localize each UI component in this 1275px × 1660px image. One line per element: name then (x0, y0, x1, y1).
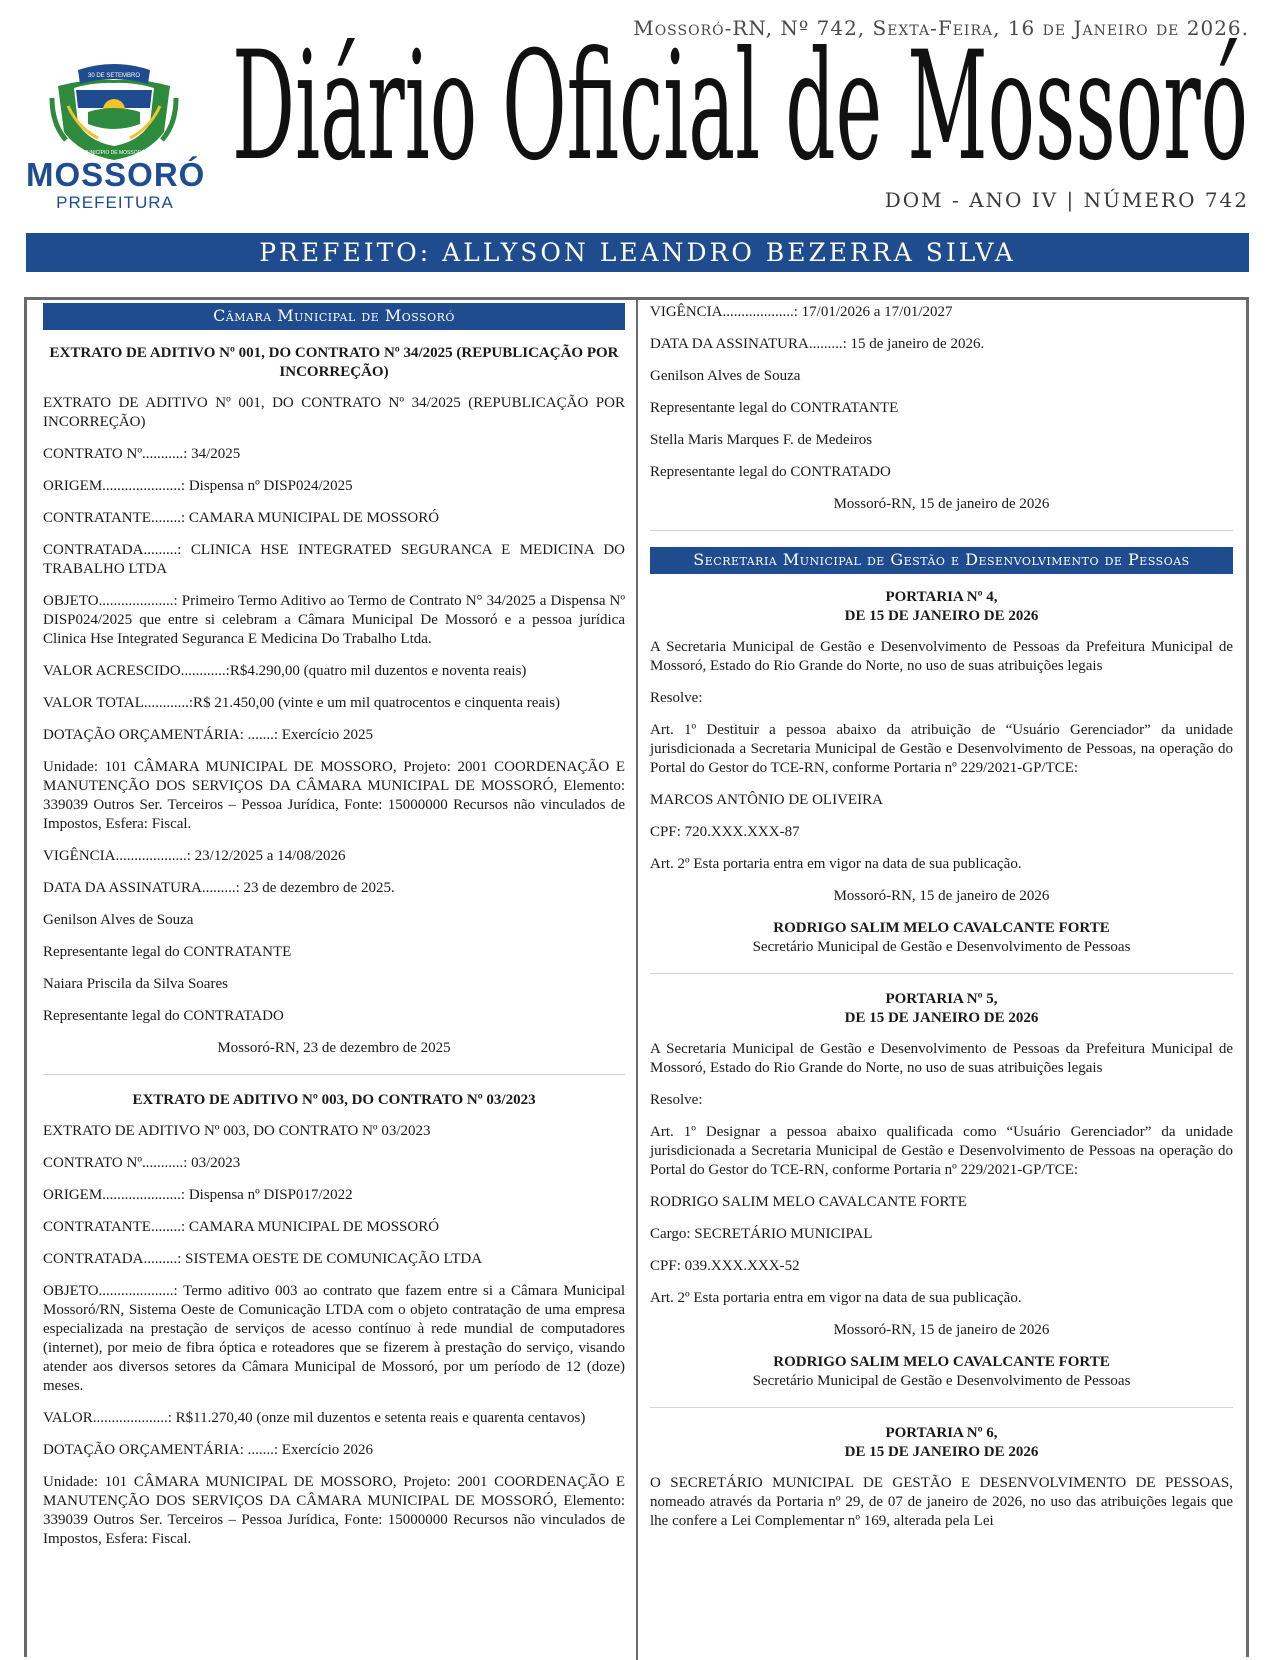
left-column (43, 303, 625, 1562)
paragraph: A Secretaria Municipal de Gestão e Desenvolvimento de Pessoas da Prefeitura Municipal de Mossoró, Estado do Rio Grande do Norte, no uso de suas atribuições legais (650, 1041, 1233, 1076)
mayor-banner: PREFEITO: ALLYSON LEANDRO BEZERRA SILVA (26, 233, 1249, 272)
paragraph: OBJETO....................: Primeiro Termo Aditivo ao Termo de Contrato N° 34/2025 a Dispensa Nº DISP024/2025 que entre si celebram a Câmara Municipal De Mossoró e a pessoa jurídica Clinica Hse Integrated Seguranca E Medicina Do Trabalho Ltda. (43, 593, 625, 647)
extrato-aditivo-001 (43, 344, 625, 1058)
section-header-camara: Câmara Municipal de Mossoró (43, 303, 625, 330)
paragraph: EXTRATO DE ADITIVO Nº 001, DO CONTRATO Nº 34/2025 (REPUBLICAÇÃO POR INCORREÇÃO) (43, 395, 625, 430)
paragraph: VIGÊNCIA...................: 17/01/2026 a 17/01/2027 (650, 304, 953, 320)
paragraph: ORIGEM.....................: Dispensa nº DISP017/2022 (43, 1187, 353, 1203)
paragraph: Unidade: 101 CÂMARA MUNICIPAL DE MOSSORO, Projeto: 2001 COORDENAÇÃO E MANUTENÇÃO DOS SERVIÇOS DA CÂMARA MUNICIPAL DE MOSSORÓ, Elemento: 339039 Outros Ser. Terceiros – Pessoa Jurídica, Fonte: 15000000 Recursos não vinculados de Impostos, Esfera: Fiscal. (43, 1474, 625, 1547)
paragraph: CONTRATANTE........: CAMARA MUNICIPAL DE MOSSORÓ (43, 510, 440, 526)
paragraph: CONTRATADA.........: SISTEMA OESTE DE COMUNICAÇÃO LTDA (43, 1251, 483, 1267)
signer-role: Secretário Municipal de Gestão e Desenvolvimento de Pessoas (752, 939, 1131, 955)
place-date: Mossoró-RN, 23 de dezembro de 2025 (217, 1040, 451, 1056)
paragraph: Art. 1º Designar a pessoa abaixo qualificada como “Usuário Gerenciador” da unidade jurisdicionada a Secretaria Municipal de Gestão e Desenvolvimento de Pessoas na operação do Portal do Gestor do TCE-RN, conforme Portaria nº 229/2021-GP/TCE: (650, 1124, 1233, 1178)
signer-name: RODRIGO SALIM MELO CAVALCANTE FORTE (773, 1354, 1110, 1370)
doc-title-line: DE 15 DE JANEIRO DE 2026 (844, 1444, 1039, 1460)
place-date: Mossoró-RN, 15 de janeiro de 2026 (833, 1322, 1050, 1338)
doc-title (650, 588, 1233, 626)
paragraph: VIGÊNCIA...................: 23/12/2025 a 14/08/2026 (43, 848, 346, 864)
paragraph: CPF: 720.XXX.XXX-87 (650, 824, 800, 840)
svg-text:30 DE SETEMBRO: 30 DE SETEMBRO (87, 73, 141, 79)
divider (650, 530, 1233, 531)
place-date: Mossoró-RN, 15 de janeiro de 2026 (833, 888, 1050, 904)
paragraph: Representante legal do CONTRATADO (650, 464, 891, 480)
paragraph: VALOR....................: R$11.270,40 (onze mil duzentos e setenta reais e quarenta centavos) (43, 1410, 586, 1426)
paragraph: Cargo: SECRETÁRIO MUNICIPAL (650, 1226, 873, 1242)
paragraph: CPF: 039.XXX.XXX-52 (650, 1258, 800, 1274)
paragraph: RODRIGO SALIM MELO CAVALCANTE FORTE (650, 1194, 967, 1210)
paragraph: CONTRATANTE........: CAMARA MUNICIPAL DE MOSSORÓ (43, 1219, 440, 1235)
portaria-4 (650, 588, 1233, 957)
place-date: Mossoró-RN, 15 de janeiro de 2026 (833, 496, 1050, 512)
paragraph: Representante legal do CONTRATANTE (43, 944, 292, 960)
paragraph: CONTRATADA.........: CLINICA HSE INTEGRATED SEGURANCA E MEDICINA DO TRABALHO LTDA (43, 542, 625, 577)
paragraph: Art. 2º Esta portaria entra em vigor na data de sua publicação. (650, 1290, 1022, 1306)
paper-title (232, 30, 1252, 180)
paragraph: Art. 2º Esta portaria entra em vigor na data de sua publicação. (650, 856, 1022, 872)
paragraph: EXTRATO DE ADITIVO Nº 003, DO CONTRATO Nº 03/2023 (43, 1123, 431, 1139)
divider (43, 1074, 625, 1075)
paragraph: ORIGEM.....................: Dispensa nº DISP024/2025 (43, 478, 353, 494)
portaria-5 (650, 990, 1233, 1391)
paragraph: Representante legal do CONTRATANTE (650, 400, 899, 416)
paragraph: Art. 1º Destituir a pessoa abaixo da atribuição de “Usuário Gerenciador” da unidade jurisdicionada a Secretaria Municipal de Gestão e Desenvolvimento de Pessoas, na operação do Portal do Gestor do TCE-RN, conforme Portaria nº 229/2021-GP/TCE: (650, 722, 1233, 776)
signer-name: RODRIGO SALIM MELO CAVALCANTE FORTE (773, 920, 1110, 936)
paragraph: VALOR TOTAL............:R$ 21.450,00 (vinte e um mil quatrocentos e cinquenta reais) (43, 695, 561, 711)
paragraph: Unidade: 101 CÂMARA MUNICIPAL DE MOSSORO, Projeto: 2001 COORDENAÇÃO E MANUTENÇÃO DOS SERVIÇOS DA CÂMARA MUNICIPAL DE MOSSORÓ, Elemento: 339039 Outros Ser. Terceiros – Pessoa Jurídica, Fonte: 15000000 Recursos não vinculados de Impostos, Esfera: Fiscal. (43, 759, 625, 832)
paragraph: Resolve: (650, 1092, 703, 1108)
logo-subtitle: PREFEITURA (56, 193, 174, 212)
svg-text:Diário Oficial de Mossoró: Diário Oficial de Mossoró (232, 30, 1248, 180)
doc-title-line: PORTARIA Nº 4, (885, 589, 998, 605)
svg-text:MUNICÍPIO DE MOSSORÓ: MUNICÍPIO DE MOSSORÓ (82, 150, 146, 156)
divider (650, 973, 1233, 974)
doc-title (650, 1424, 1233, 1462)
paragraph: CONTRATO Nº...........: 03/2023 (43, 1155, 241, 1171)
paragraph: OBJETO....................: Termo aditivo 003 ao contrato que fazem entre si a Câmara Municipal Mossoró/RN, Sistema Oeste de Comunicação LTDA com o objeto contratação de uma empresa especializada na prestação de serviços de acesso contínuo à rede mundial de computadores (internet), por meio de fibra óptica e roteadores que se fizerem à prestação do serviço, visando atender aos diversos setores da Câmara Municipal de Mossoró, por um período de 12 (doze) meses. (43, 1283, 625, 1394)
paragraph: DOTAÇÃO ORÇAMENTÁRIA: .......: Exercício 2026 (43, 1442, 374, 1458)
portaria-6 (650, 1424, 1233, 1531)
paragraph: DATA DA ASSINATURA.........: 15 de janeiro de 2026. (650, 336, 985, 352)
extrato-aditivo-003-continued (650, 303, 1233, 514)
divider (650, 1407, 1233, 1408)
logo-city-name: MOSSORÓ (26, 156, 206, 193)
paragraph: Representante legal do CONTRATADO (43, 1008, 284, 1024)
prefeitura-logo (26, 50, 206, 212)
paragraph: DOTAÇÃO ORÇAMENTÁRIA: .......: Exercício 2025 (43, 727, 374, 743)
section-header-secretaria: Secretaria Municipal de Gestão e Desenvolvimento de Pessoas (650, 547, 1233, 574)
paragraph: Resolve: (650, 690, 703, 706)
doc-title-line: DE 15 DE JANEIRO DE 2026 (844, 1010, 1039, 1026)
right-column (650, 303, 1233, 1544)
paragraph: Naiara Priscila da Silva Soares (43, 976, 228, 992)
doc-title (650, 990, 1233, 1028)
doc-title-line: DE 15 DE JANEIRO DE 2026 (844, 608, 1039, 624)
dateline: Mossoró-RN, Nº 742, Sexta-Feira, 16 de Janeiro de 2026. (633, 16, 1249, 40)
doc-title: EXTRATO DE ADITIVO Nº 001, DO CONTRATO Nº 34/2025 (REPUBLICAÇÃO POR INCORREÇÃO) (49, 345, 619, 380)
city-crest-icon (48, 50, 180, 162)
paragraph: DATA DA ASSINATURA.........: 23 de dezembro de 2025. (43, 880, 395, 896)
paragraph: CONTRATO Nº...........: 34/2025 (43, 446, 241, 462)
extrato-aditivo-003 (43, 1091, 625, 1549)
masthead (0, 0, 1275, 290)
paragraph: A Secretaria Municipal de Gestão e Desenvolvimento de Pessoas da Prefeitura Municipal de Mossoró, Estado do Rio Grande do Norte, no uso de suas atribuições legais (650, 639, 1233, 674)
edition-line: DOM - ANO IV | NÚMERO 742 (884, 188, 1249, 212)
column-divider (636, 300, 638, 1660)
doc-title-line: PORTARIA Nº 6, (885, 1425, 998, 1441)
paragraph: O SECRETÁRIO MUNICIPAL DE GESTÃO E DESENVOLVIMENTO DE PESSOAS, nomeado através da Portaria nº 29, de 07 de janeiro de 2026, no uso das atribuições legais que lhe confere a Lei Complementar nº 169, alterada pela Lei (650, 1475, 1233, 1529)
doc-title: EXTRATO DE ADITIVO Nº 003, DO CONTRATO Nº 03/2023 (132, 1092, 536, 1108)
signer-role: Secretário Municipal de Gestão e Desenvolvimento de Pessoas (752, 1373, 1131, 1389)
paragraph: VALOR ACRESCIDO............:R$4.290,00 (quatro mil duzentos e noventa reais) (43, 663, 527, 679)
paragraph: Genilson Alves de Souza (650, 368, 801, 384)
paragraph: MARCOS ANTÔNIO DE OLIVEIRA (650, 792, 883, 808)
paragraph: Stella Maris Marques F. de Medeiros (650, 432, 873, 448)
paragraph: Genilson Alves de Souza (43, 912, 194, 928)
doc-title-line: PORTARIA Nº 5, (885, 991, 998, 1007)
